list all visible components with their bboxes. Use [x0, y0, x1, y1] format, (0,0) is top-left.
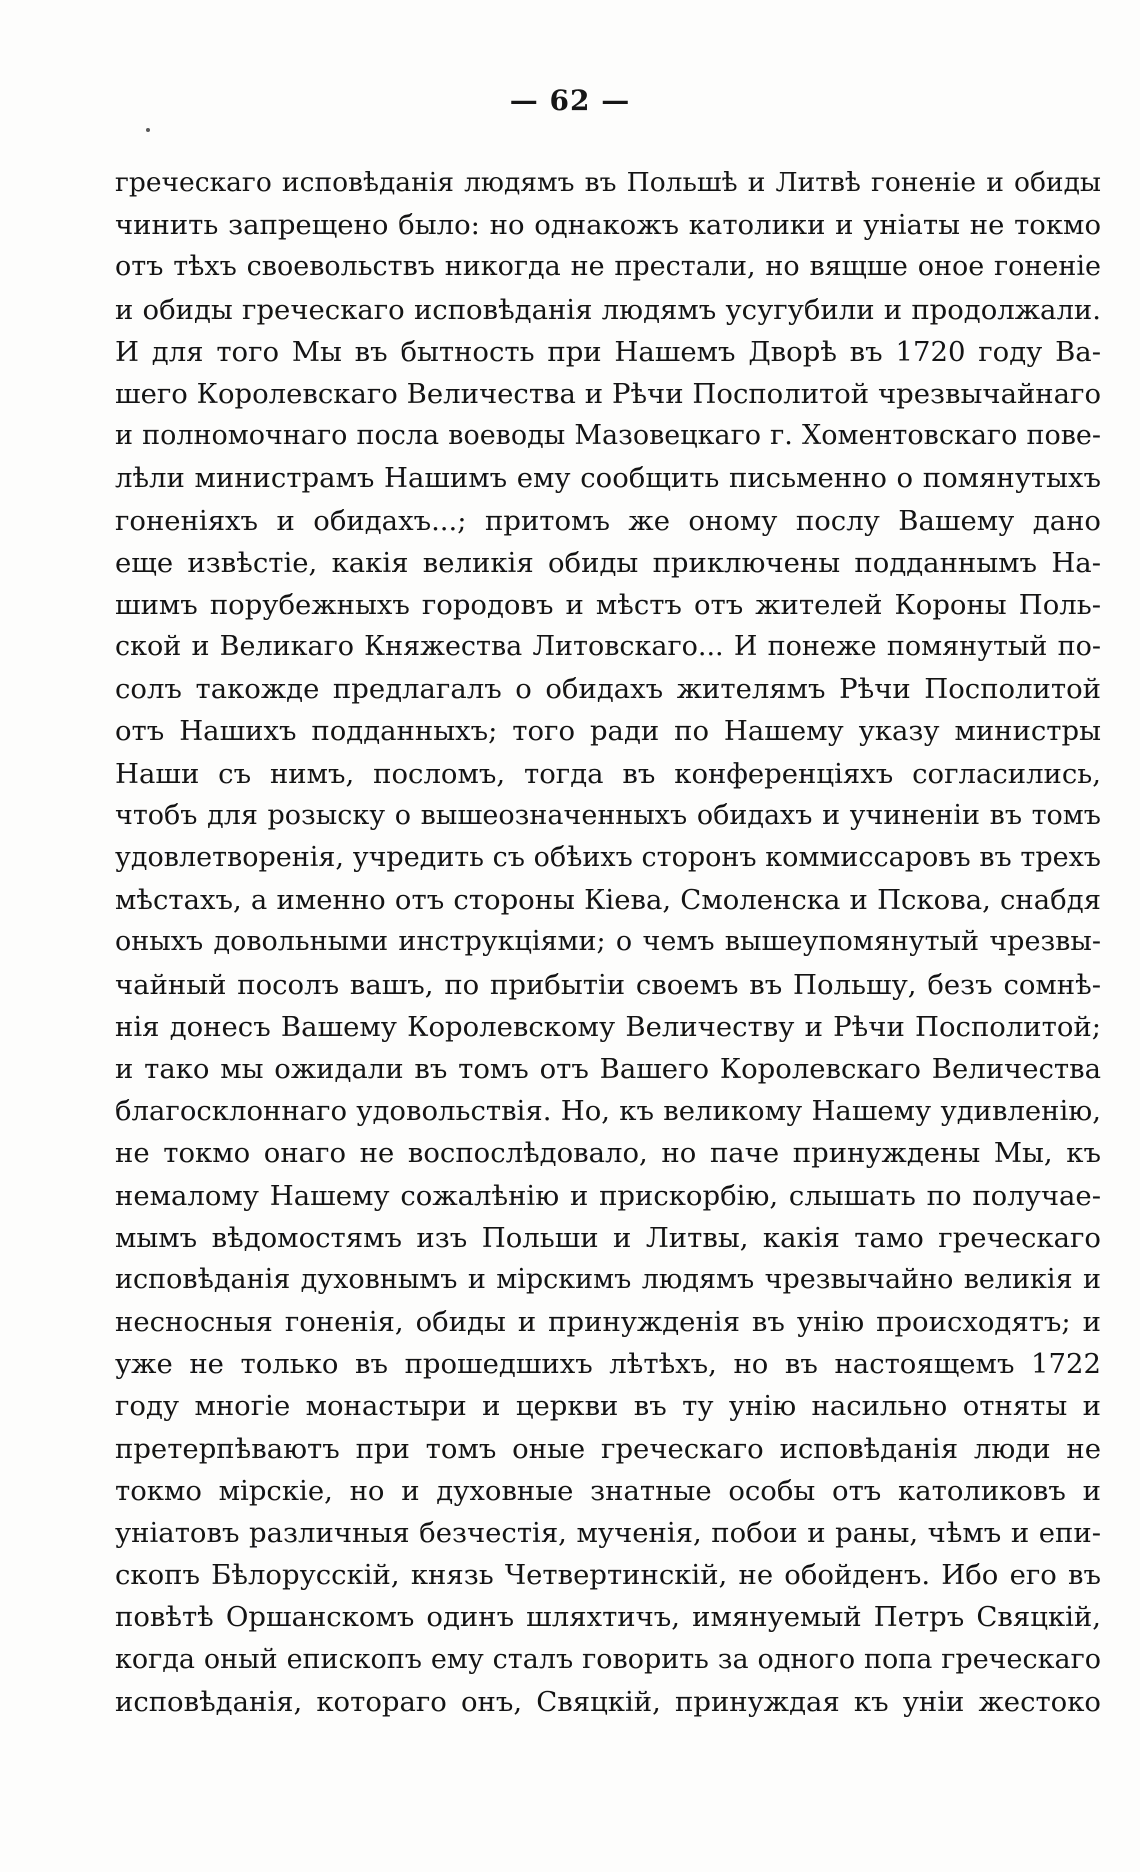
- text-line: чайный посолъ вашъ, по прибытіи своемъ въ Польшу, безъ сомнѣ-: [115, 968, 1101, 1001]
- text-line: благосклоннаго удовольствія. Но, къ великому Нашему удивленію,: [115, 1095, 1101, 1128]
- text-line: году многіе монастыри и церкви въ ту унію насильно отняты и: [115, 1390, 1101, 1423]
- text-line: ской и Великаго Княжества Литовскаго... И понеже помянутый по-: [115, 631, 1101, 663]
- text-line: и полномочнаго посла воеводы Мазовецкаго г. Хоментовскаго пове-: [115, 420, 1101, 452]
- text-line: греческаго исповѣданія людямъ въ Польшѣ и Литвѣ гоненіе и обиды: [115, 167, 1101, 198]
- text-line: и обиды греческаго исповѣданія людямъ усугубили и продолжали.: [115, 293, 1101, 326]
- text-line: исповѣданія, котораго онъ, Свяцкій, принуждая къ уніи жестоко: [115, 1685, 1101, 1718]
- text-line: повѣтѣ Оршанскомъ одинъ шляхтичъ, имянуемый Петръ Свяцкій,: [115, 1601, 1101, 1634]
- text-line: чтобъ для розыску о вышеозначенныхъ обидахъ и учиненіи въ томъ: [115, 799, 1101, 831]
- print-speck: [146, 128, 150, 132]
- text-line: когда оный епископъ ему сталъ говорить за одного попа греческаго: [115, 1643, 1101, 1675]
- text-line: шимъ порубежныхъ городовъ и мѣстъ отъ жителей Короны Поль-: [115, 588, 1101, 621]
- text-line: еще извѣстіе, какія великія обиды приключены подданнымъ На-: [115, 546, 1101, 579]
- text-line: лѣли министрамъ Нашимъ ему сообщить письменно о помянутыхъ: [115, 462, 1101, 495]
- text-line: уже не только въ прошедшихъ лѣтѣхъ, но въ настоящемъ 1722: [115, 1348, 1101, 1381]
- text-line: претерпѣваютъ при томъ оные греческаго исповѣданія люди не: [115, 1432, 1101, 1465]
- text-line: немалому Нашему сожалѣнію и прискорбію, слышать по получае-: [115, 1179, 1101, 1212]
- text-line: гоненіяхъ и обидахъ...; притомъ же оному послу Вашему дано: [115, 504, 1101, 537]
- text-line: И для того Мы въ бытность при Нашемъ Дворѣ въ 1720 году Ва-: [115, 335, 1101, 368]
- text-line: мымъ вѣдомостямъ изъ Польши и Литвы, какія тамо греческаго: [115, 1221, 1101, 1254]
- text-line: отъ Нашихъ подданныхъ; того ради по Нашему указу министры: [115, 715, 1101, 748]
- text-line: исповѣданія духовнымъ и мірскимъ людямъ чрезвычайно великія и: [115, 1263, 1101, 1295]
- text-line: солъ такожде предлагалъ о обидахъ жителямъ Рѣчи Посполитой: [115, 673, 1101, 706]
- text-line: отъ тѣхъ своевольствъ никогда не престали, но вящше оное гоненіе: [115, 251, 1101, 283]
- text-line: токмо мірскіе, но и духовные знатные особы отъ католиковъ и: [115, 1474, 1101, 1507]
- text-line: шего Королевскаго Величества и Рѣчи Посполитой чрезвычайнаго: [115, 377, 1101, 410]
- text-line: чинить запрещено было: но однакожъ католики и уніаты не токмо: [115, 209, 1101, 242]
- text-line: мѣстахъ, а именно отъ стороны Кіева, Смоленска и Пскова, снабдя: [115, 884, 1101, 917]
- body-text: [115, 162, 1101, 1723]
- text-line: Наши съ нимъ, посломъ, тогда въ конференціяхъ согласились,: [115, 757, 1101, 790]
- text-line: нія донесъ Вашему Королевскому Величеству и Рѣчи Посполитой;: [115, 1010, 1101, 1043]
- text-line: оныхъ довольными инструкціями; о чемъ вышеупомянутый чрезвы-: [115, 926, 1101, 958]
- text-line: не токмо онаго не воспослѣдовало, но паче принуждены Мы, къ: [115, 1137, 1101, 1170]
- page-number: — 62 —: [509, 84, 631, 117]
- text-line: скопъ Бѣлорусскій, князь Четвертинскій, не обойденъ. Ибо его въ: [115, 1559, 1101, 1592]
- text-line: удовлетворенія, учредить съ обѣихъ сторонъ коммиссаровъ въ трехъ: [115, 842, 1101, 873]
- text-line: и тако мы ожидали въ томъ отъ Вашего Королевскаго Величества: [115, 1052, 1101, 1085]
- text-line: уніатовъ различныя безчестія, мученія, побои и раны, чѣмъ и епи-: [115, 1517, 1101, 1549]
- text-line: несносныя гоненія, обиды и принужденія въ унію происходятъ; и: [115, 1306, 1101, 1339]
